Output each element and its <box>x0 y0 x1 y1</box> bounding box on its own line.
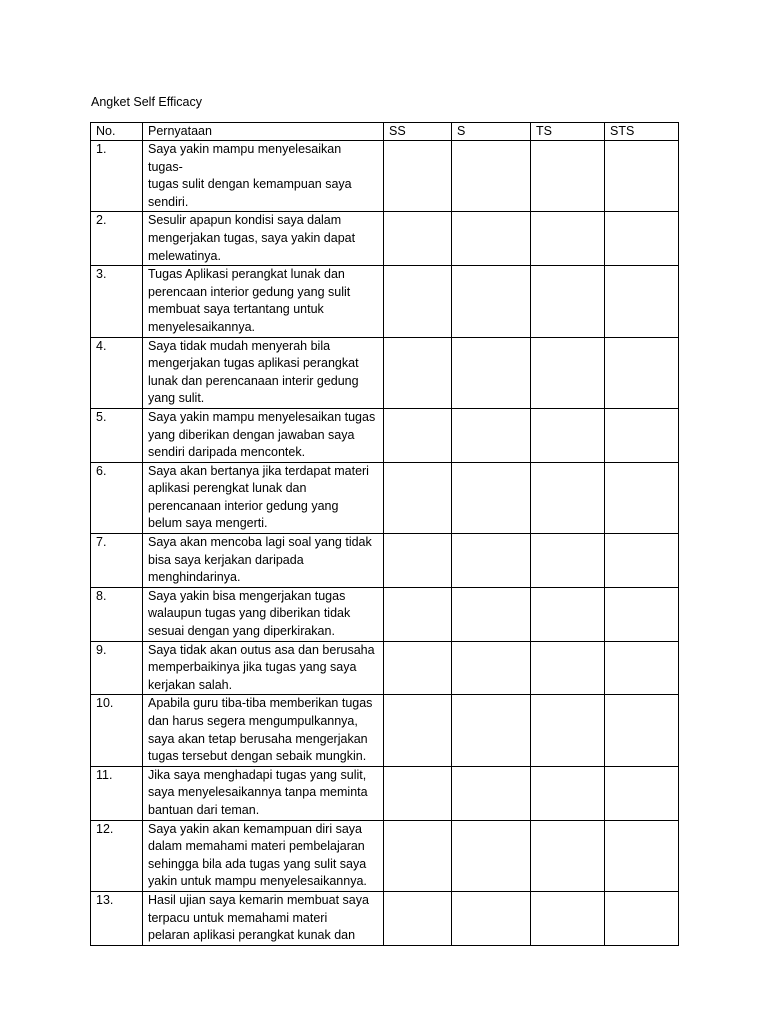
table-row <box>91 337 679 408</box>
answer-cell-sts <box>605 337 679 408</box>
answer-cell-ss <box>384 820 452 891</box>
answer-cell-ts <box>531 408 605 462</box>
answer-cell-ts <box>531 266 605 337</box>
answer-cell-s <box>452 212 531 266</box>
answer-cell-ss <box>384 462 452 533</box>
answer-cell-ss <box>384 641 452 695</box>
table-row <box>91 462 679 533</box>
table-body <box>91 141 679 946</box>
questionnaire-table <box>90 122 679 946</box>
table-row <box>91 641 679 695</box>
answer-cell-ss <box>384 695 452 766</box>
statement-cell: Saya yakin akan kemampuan diri saya dalam memahami materi pembelajaran sehingga bila ada tugas yang sulit saya yakin untuk mampu menyelesaikannya. <box>143 820 384 891</box>
row-number: 9. <box>91 641 143 695</box>
answer-cell-sts <box>605 212 679 266</box>
answer-cell-s <box>452 641 531 695</box>
answer-cell-ts <box>531 212 605 266</box>
answer-cell-sts <box>605 695 679 766</box>
answer-cell-ss <box>384 337 452 408</box>
statement-cell: Jika saya menghadapi tugas yang sulit, saya menyelesaikannya tanpa meminta bantuan dari teman. <box>143 766 384 820</box>
answer-cell-s <box>452 820 531 891</box>
answer-cell-s <box>452 534 531 588</box>
answer-cell-ts <box>531 141 605 212</box>
answer-cell-ts <box>531 641 605 695</box>
answer-cell-s <box>452 408 531 462</box>
answer-cell-sts <box>605 766 679 820</box>
row-number: 13. <box>91 891 143 945</box>
answer-cell-ss <box>384 534 452 588</box>
statement-cell: Saya akan bertanya jika terdapat materi aplikasi perengkat lunak dan perencanaan interior gedung yang belum saya mengerti. <box>143 462 384 533</box>
row-number: 8. <box>91 587 143 641</box>
answer-cell-ts <box>531 891 605 945</box>
answer-cell-sts <box>605 641 679 695</box>
row-number: 5. <box>91 408 143 462</box>
statement-cell: Sesulir apapun kondisi saya dalam mengerjakan tugas, saya yakin dapat melewatinya. <box>143 212 384 266</box>
header-no: No. <box>91 123 143 141</box>
row-number: 10. <box>91 695 143 766</box>
answer-cell-ts <box>531 587 605 641</box>
row-number: 2. <box>91 212 143 266</box>
answer-cell-sts <box>605 891 679 945</box>
answer-cell-s <box>452 462 531 533</box>
table-row <box>91 587 679 641</box>
statement-cell: Saya yakin bisa mengerjakan tugas walaupun tugas yang diberikan tidak sesuai dengan yang diperkirakan. <box>143 587 384 641</box>
row-number: 3. <box>91 266 143 337</box>
statement-cell: Saya akan mencoba lagi soal yang tidak bisa saya kerjakan daripada menghindarinya. <box>143 534 384 588</box>
answer-cell-sts <box>605 266 679 337</box>
answer-cell-ts <box>531 337 605 408</box>
statement-cell: Saya yakin mampu menyelesaikan tugas- tugas sulit dengan kemampuan saya sendiri. <box>143 141 384 212</box>
table-row <box>91 695 679 766</box>
header-s: S <box>452 123 531 141</box>
statement-cell: Saya tidak akan outus asa dan berusaha memperbaikinya jika tugas yang saya kerjakan salah. <box>143 641 384 695</box>
answer-cell-s <box>452 587 531 641</box>
row-number: 12. <box>91 820 143 891</box>
answer-cell-ss <box>384 891 452 945</box>
table-row <box>91 212 679 266</box>
answer-cell-ts <box>531 534 605 588</box>
header-statement: Pernyataan <box>143 123 384 141</box>
answer-cell-s <box>452 695 531 766</box>
row-number: 6. <box>91 462 143 533</box>
statement-cell: Tugas Aplikasi perangkat lunak dan perencaan interior gedung yang sulit membuat saya tertantang untuk menyelesaikannya. <box>143 266 384 337</box>
answer-cell-s <box>452 337 531 408</box>
answer-cell-ts <box>531 766 605 820</box>
statement-cell: Saya tidak mudah menyerah bila mengerjakan tugas aplikasi perangkat lunak dan perencanaan interir gedung yang sulit. <box>143 337 384 408</box>
answer-cell-ss <box>384 212 452 266</box>
answer-cell-ss <box>384 408 452 462</box>
row-number: 11. <box>91 766 143 820</box>
row-number: 4. <box>91 337 143 408</box>
statement-cell: Saya yakin mampu menyelesaikan tugas yang diberikan dengan jawaban saya sendiri daripada mencontek. <box>143 408 384 462</box>
answer-cell-ss <box>384 266 452 337</box>
table-row <box>91 408 679 462</box>
page-title: Angket Self Efficacy <box>91 95 202 109</box>
answer-cell-sts <box>605 141 679 212</box>
answer-cell-ts <box>531 462 605 533</box>
answer-cell-sts <box>605 820 679 891</box>
answer-cell-ts <box>531 820 605 891</box>
answer-cell-sts <box>605 462 679 533</box>
row-number: 1. <box>91 141 143 212</box>
table-row <box>91 534 679 588</box>
table-row <box>91 891 679 945</box>
answer-cell-s <box>452 141 531 212</box>
header-ss: SS <box>384 123 452 141</box>
table-header-row <box>91 123 679 141</box>
answer-cell-s <box>452 891 531 945</box>
answer-cell-ss <box>384 587 452 641</box>
table-row <box>91 141 679 212</box>
answer-cell-ss <box>384 141 452 212</box>
header-sts: STS <box>605 123 679 141</box>
answer-cell-s <box>452 766 531 820</box>
statement-cell: Hasil ujian saya kemarin membuat saya terpacu untuk memahami materi pelaran aplikasi perangkat kunak dan <box>143 891 384 945</box>
statement-cell: Apabila guru tiba-tiba memberikan tugas dan harus segera mengumpulkannya, saya akan tetap berusaha mengerjakan tugas tersebut dengan sebaik mungkin. <box>143 695 384 766</box>
table-row <box>91 820 679 891</box>
answer-cell-sts <box>605 587 679 641</box>
answer-cell-sts <box>605 408 679 462</box>
table-row <box>91 766 679 820</box>
header-ts: TS <box>531 123 605 141</box>
row-number: 7. <box>91 534 143 588</box>
answer-cell-ts <box>531 695 605 766</box>
table-row <box>91 266 679 337</box>
answer-cell-ss <box>384 766 452 820</box>
answer-cell-s <box>452 266 531 337</box>
answer-cell-sts <box>605 534 679 588</box>
